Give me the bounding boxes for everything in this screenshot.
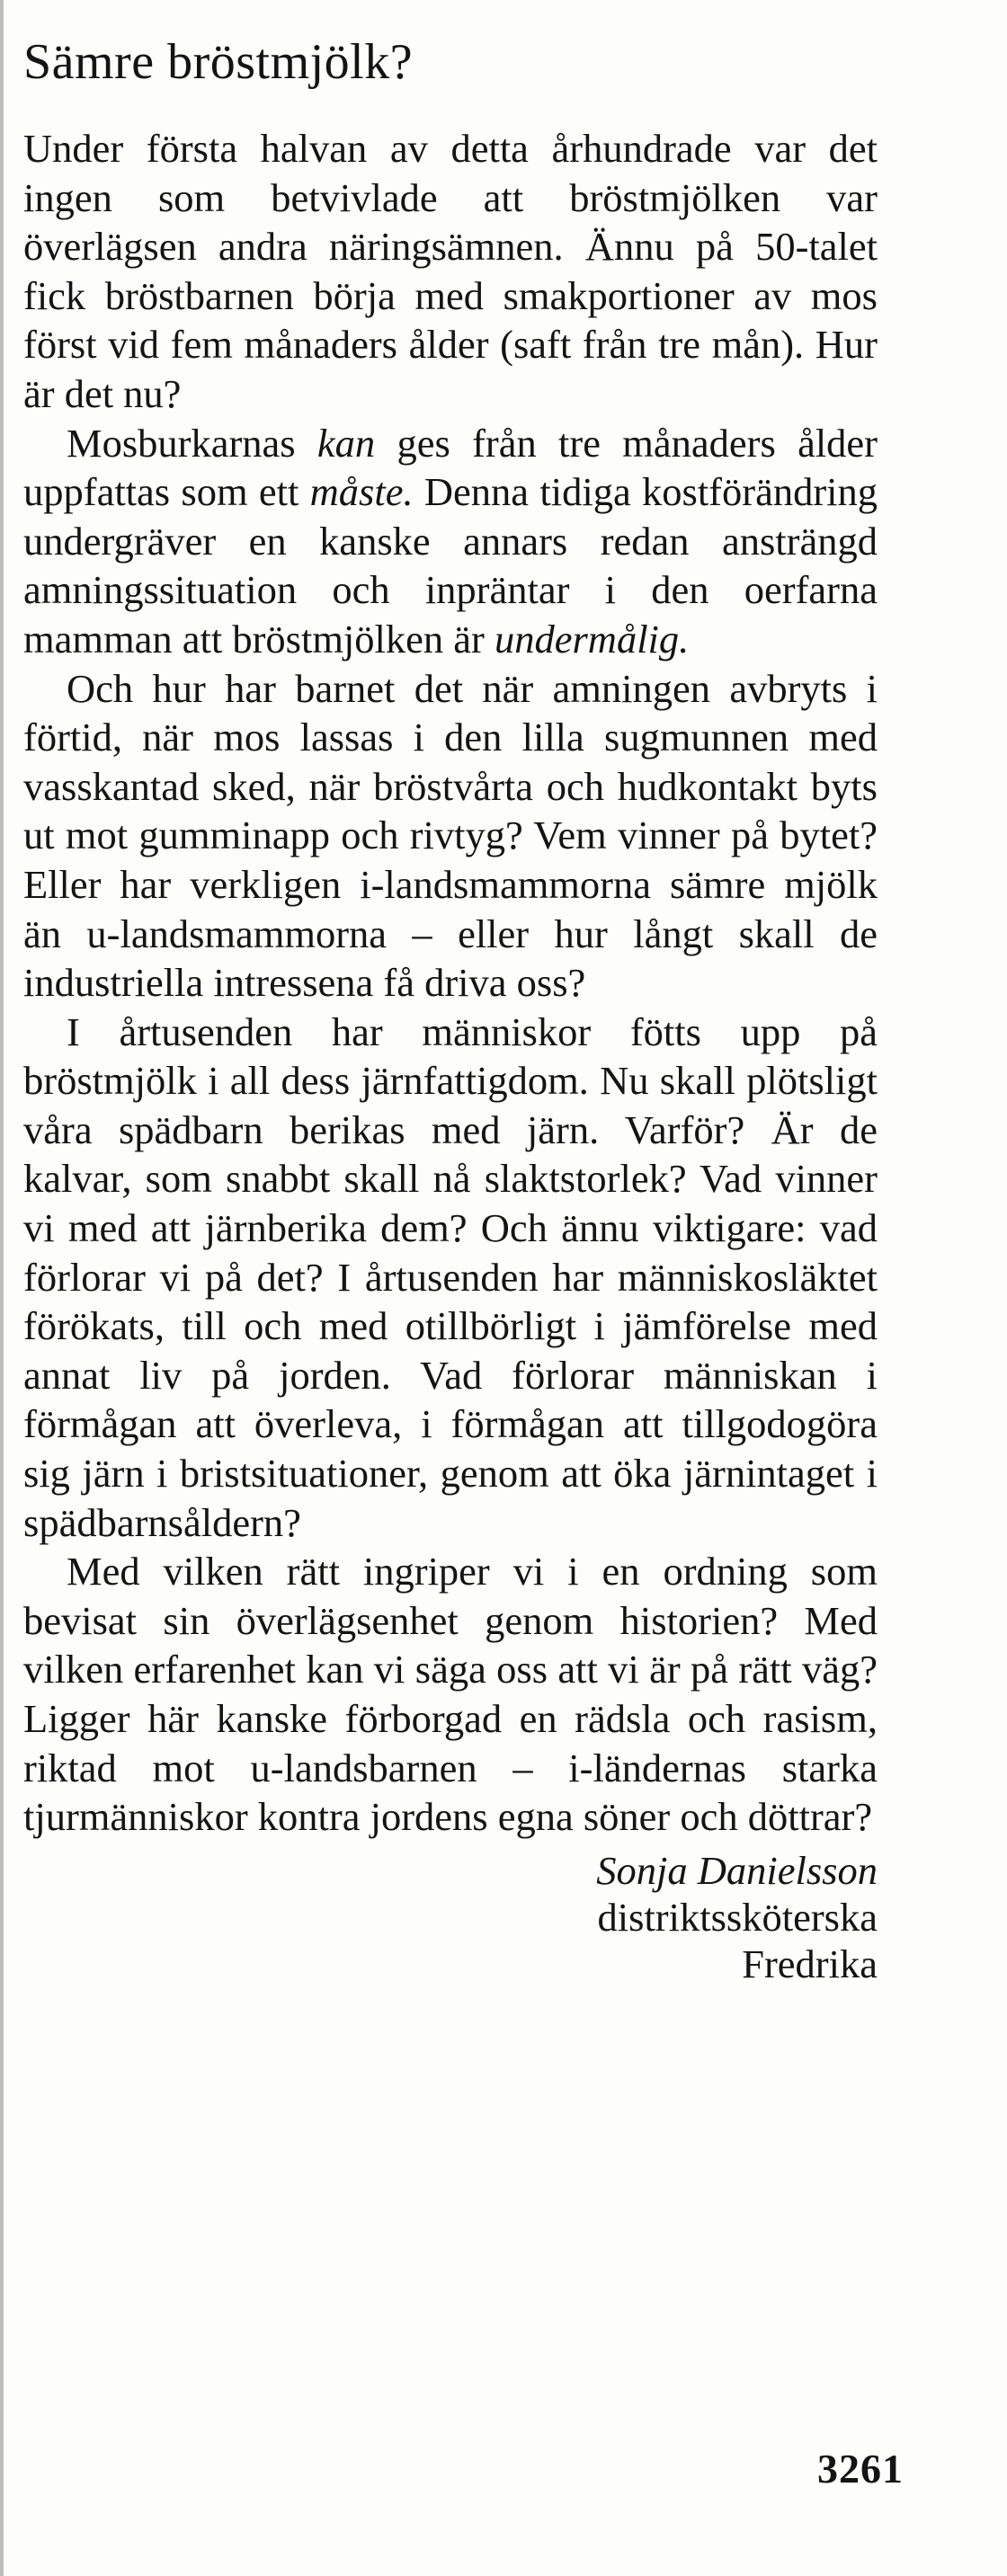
paragraph-text: Denna tidiga kostförändring undergräver en kanske annars redan ansträngd amningssituation och inpräntar i den oerfarna mamman att bröstmjölken är xyxy=(23,469,878,662)
paragraph-4 xyxy=(23,1008,878,1548)
signature-block xyxy=(23,1847,878,1987)
emphasized-text: måste. xyxy=(309,469,414,515)
paragraph-text: ges från tre månaders ålder uppfattas som ett xyxy=(23,420,878,515)
signature-place: Fredrika xyxy=(742,1941,878,1986)
paragraph-text: Med vilken rätt ingriper vi i en ordning som bevisat sin överlägsenhet genom historien? Med vilken erfarenhet kan vi säga oss att vi är på rätt väg? Ligger här kanske förborgad en rädsla och rasism, riktad mot u-landsbarnen – i-ländernas starka tjurmänniskor kontra jordens egna söner och döttrar? xyxy=(23,1549,878,1840)
paragraph-3 xyxy=(23,664,878,1008)
paragraph-2 xyxy=(23,419,878,664)
emphasized-text: kan xyxy=(316,420,376,466)
paragraph-5 xyxy=(23,1547,878,1842)
emphasized-text: undermålig. xyxy=(494,616,690,662)
paragraph-text: Under första halvan av detta århundrade var det ingen som betvivlade att bröstmjölken var överlägsen andra näringsämnen. Ännu på 50-talet fick bröstbarnen börja med smakportioner av mos först vid fem månaders ålder (saft från tre mån). Hur är det nu? xyxy=(23,126,878,416)
paragraph-text: Och hur har barnet det när amningen avbryts i förtid, när mos lassas i den lilla sugmunnen med vasskantad sked, när bröstvårta och hudkontakt byts ut mot gumminapp och rivtyg? Vem vinner på bytet? Eller har verkligen i-landsmammorna sämre mjölk än u-landsmammorna – eller hur långt skall de industriella intressena få driva oss? xyxy=(23,665,878,1006)
page-number: 3261 xyxy=(817,2446,904,2492)
article-title: Sämre bröstmjölk? xyxy=(23,34,414,90)
signature-name: Sonja Danielsson xyxy=(596,1847,878,1893)
paragraph-text: Mosburkarnas xyxy=(67,420,317,466)
article-column xyxy=(23,31,878,1987)
paragraph-1 xyxy=(23,124,878,419)
signature-title: distriktssköterska xyxy=(597,1894,878,1940)
paragraph-text: I årtusenden har människor fötts upp på bröstmjölk i all dess järnfattigdom. Nu skall plötsligt våra spädbarn berikas med järn. Varför? Är de kalvar, som snabbt skall nå slaktstorlek? Vad vinner vi med att järnberika dem? Och ännu viktigare: vad förlorar vi på det? I årtusenden har människosläktet förökats, till och med otillbörligt i jämförelse med annat liv på jorden. Vad förlorar människan i förmågan att överleva, i förmågan att tillgodogöra sig järn i bristsituationer, genom att öka järnintaget i spädbarnsåldern? xyxy=(23,1008,878,1545)
